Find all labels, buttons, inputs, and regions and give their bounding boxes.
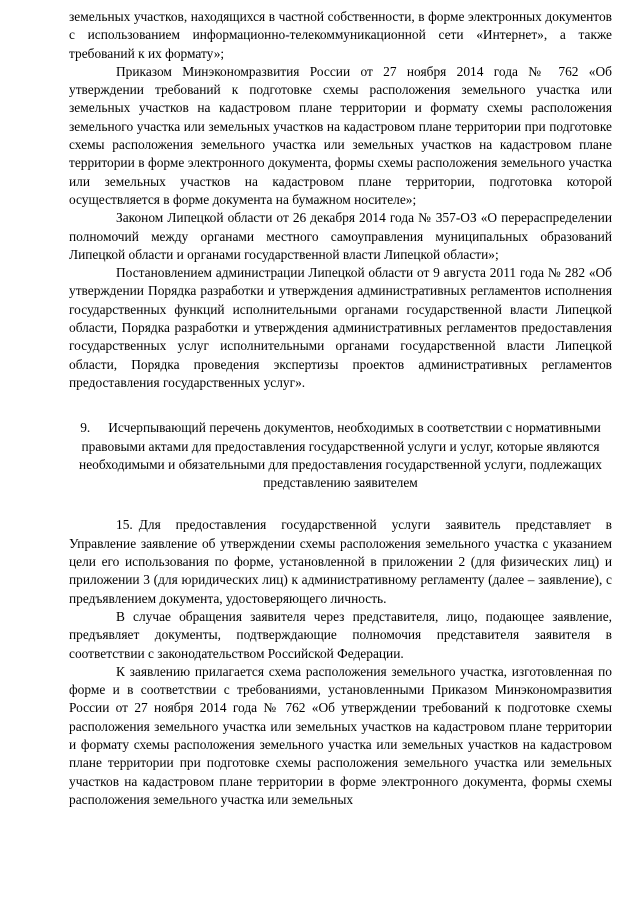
paragraph-attachment: К заявлению прилагается схема расположения земельного участка, изготовленная по форме и в соответствии с требованиями, установленными Приказом Минэкономразвития России от 27 ноября 2014 года № 762 «Об утверждении требований к подготовке схемы расположения земельного участка или земельных участков на кадастровом плане территории и формату схемы расположения земельного участка или земельных участков на кадастровом плане территории при подготовке схемы расположения земельного участка или земельных участков на кадастровом плане территории в форме электронного документа, формы схемы расположения земельного участка или земельных bbox=[69, 663, 612, 807]
clause-15-text: Для предоставления государственной услуги заявитель представляет в Управление заявление об утверждении схемы расположения земельного участка с указанием цели его использования по форме, установленной в приложении 2 (для физических лиц) и приложении 3 (для юридических лиц) к административному регламенту (далее – заявление), с предъявлением документа, удостоверяющего личность. bbox=[69, 517, 612, 606]
section-9-title: Исчерпывающий перечень документов, необходимых в соответствии с нормативными правовыми актами для предоставления государственной услуги и услуг, которые являются необходимыми и обязательными для предоставления государственной услуги, подлежащих представлению заявителем bbox=[79, 420, 602, 491]
paragraph-representative: В случае обращения заявителя через представителя, лицо, подающее заявление, предъявляет документы, подтверждающие полномочия представителя заявителя в соответствии с законодательством Российской Федерации. bbox=[69, 608, 612, 661]
section-9-heading bbox=[69, 419, 612, 492]
paragraph-intro: земельных участков, находящихся в частной собственности, в форме электронных документов с использованием информационно-телекоммуникационной сети «Интернет», а также требований к их формату»; bbox=[69, 9, 612, 61]
paragraph-order-762: Приказом Минэкономразвития России от 27 ноября 2014 года № 762 «Об утверждении требований к подготовке схемы расположения земельного участка или земельных участков на кадастровом плане территории и формату схемы расположения земельного участка или земельных участков на кадастровом плане территории при подготовке схемы расположения земельного участка или земельных участков на кадастровом плане территории в форме электронного документа, формы схемы расположения земельного участка или земельных участков на кадастровом плане территории, подготовка которой осуществляется в форме документа на бумажном носителе»; bbox=[69, 63, 612, 207]
clause-15-number: 15. bbox=[116, 517, 133, 533]
paragraph-decree-282: Постановлением администрации Липецкой области от 9 августа 2011 года № 282 «Об утверждении Порядка разработки и утверждения административных регламентов исполнения государственных функций исполнительными органами государственной власти Липецкой области, Порядка разработки и утверждения административных регламентов предоставления государственных услуг исполнительными органами государственной власти Липецкой области, Порядка проведения экспертизы проектов административных регламентов предоставления государственных услуг». bbox=[69, 265, 612, 390]
section-9-number: 9. bbox=[80, 420, 91, 436]
clause-15-paragraph bbox=[69, 516, 612, 607]
paragraph-law-357: Законом Липецкой области от 26 декабря 2014 года № 357-ОЗ «О перераспределении полномочий между органами местного самоуправления муниципальных образований Липецкой области и органами государственной власти Липецкой области»; bbox=[69, 210, 612, 262]
